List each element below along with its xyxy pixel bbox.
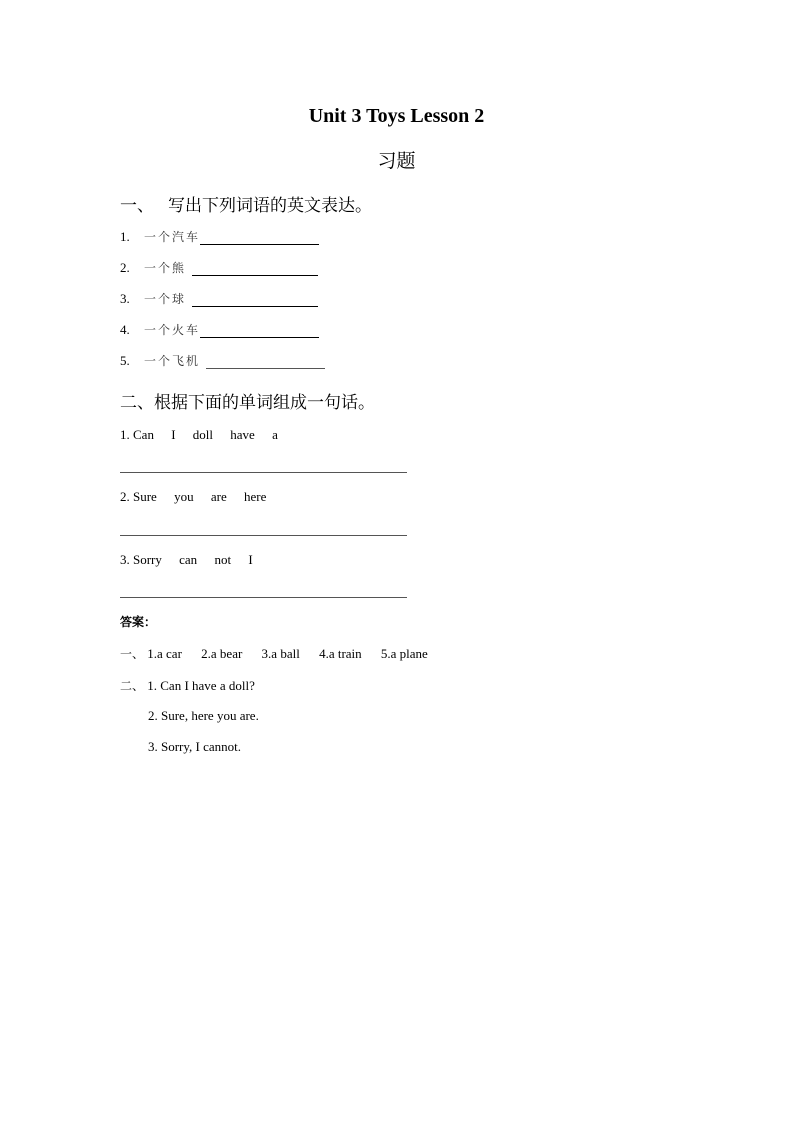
item-chinese: 一个飞机 bbox=[144, 354, 201, 368]
answer-item: 4.a train bbox=[319, 646, 362, 661]
question-row bbox=[120, 552, 267, 568]
word: are bbox=[210, 489, 227, 504]
page-title: Unit 3 Toys Lesson 2 bbox=[308, 105, 485, 127]
item-chinese: 一个火车 bbox=[144, 323, 201, 337]
answer-blank[interactable] bbox=[200, 230, 319, 245]
answer-item: 3.a ball bbox=[261, 646, 300, 661]
item-chinese: 一个球 bbox=[144, 292, 187, 306]
word: doll bbox=[192, 427, 214, 442]
answer-blank[interactable] bbox=[206, 354, 325, 369]
section1-instruction: 写出下列词语的英文表达。 bbox=[168, 196, 372, 216]
item-number: 4. bbox=[120, 322, 130, 337]
word: I bbox=[171, 427, 176, 442]
answer-item: 2.a bear bbox=[201, 646, 243, 661]
question-row bbox=[120, 489, 280, 505]
answer-item: 2. Sure, here you are. bbox=[148, 708, 259, 723]
word: Sure bbox=[133, 489, 157, 504]
item-number: 5. bbox=[120, 353, 130, 368]
answer-item: 1. Can I have a doll? bbox=[147, 678, 255, 693]
word: have bbox=[230, 427, 255, 442]
answers-heading: 答案： bbox=[120, 615, 157, 629]
word: Sorry bbox=[133, 552, 162, 567]
item-chinese: 一个熊 bbox=[144, 261, 187, 275]
answer-item: 1.a car bbox=[147, 646, 182, 661]
section1-number: 一、 bbox=[120, 196, 154, 216]
answers-part2 bbox=[120, 677, 255, 694]
list-item bbox=[120, 290, 318, 308]
word: you bbox=[174, 489, 194, 504]
answers-part2-prefix: 二、 bbox=[120, 679, 145, 693]
answer-item: 5.a plane bbox=[380, 646, 428, 661]
answers-part1 bbox=[120, 645, 444, 662]
item-chinese: 一个汽车 bbox=[144, 230, 201, 244]
answer-blank[interactable] bbox=[192, 261, 318, 276]
page-subtitle: 习题 bbox=[377, 150, 416, 172]
item-number: 2. bbox=[120, 260, 130, 275]
word: can bbox=[179, 552, 198, 567]
answer-line[interactable] bbox=[120, 535, 407, 536]
answer-item: 3. Sorry, I cannot. bbox=[148, 739, 242, 754]
list-item bbox=[120, 321, 319, 339]
question-number: 1. bbox=[120, 427, 130, 442]
answer-line[interactable] bbox=[120, 472, 407, 473]
item-number: 1. bbox=[120, 229, 130, 244]
question-number: 3. bbox=[120, 552, 130, 567]
answer-blank[interactable] bbox=[192, 292, 318, 307]
answer-line[interactable] bbox=[120, 597, 407, 598]
item-number: 3. bbox=[120, 291, 130, 306]
list-item bbox=[120, 352, 325, 370]
answers-part1-prefix: 一、 bbox=[120, 647, 145, 661]
word: here bbox=[243, 489, 267, 504]
answer-blank[interactable] bbox=[200, 323, 319, 338]
word: I bbox=[248, 552, 253, 567]
word: a bbox=[272, 427, 278, 442]
question-row bbox=[120, 427, 292, 443]
section2-heading: 二、根据下面的单词组成一句话。 bbox=[120, 393, 375, 413]
word: not bbox=[214, 552, 232, 567]
word: Can bbox=[133, 427, 154, 442]
question-number: 2. bbox=[120, 489, 130, 504]
list-item bbox=[120, 259, 318, 277]
list-item bbox=[120, 228, 319, 246]
